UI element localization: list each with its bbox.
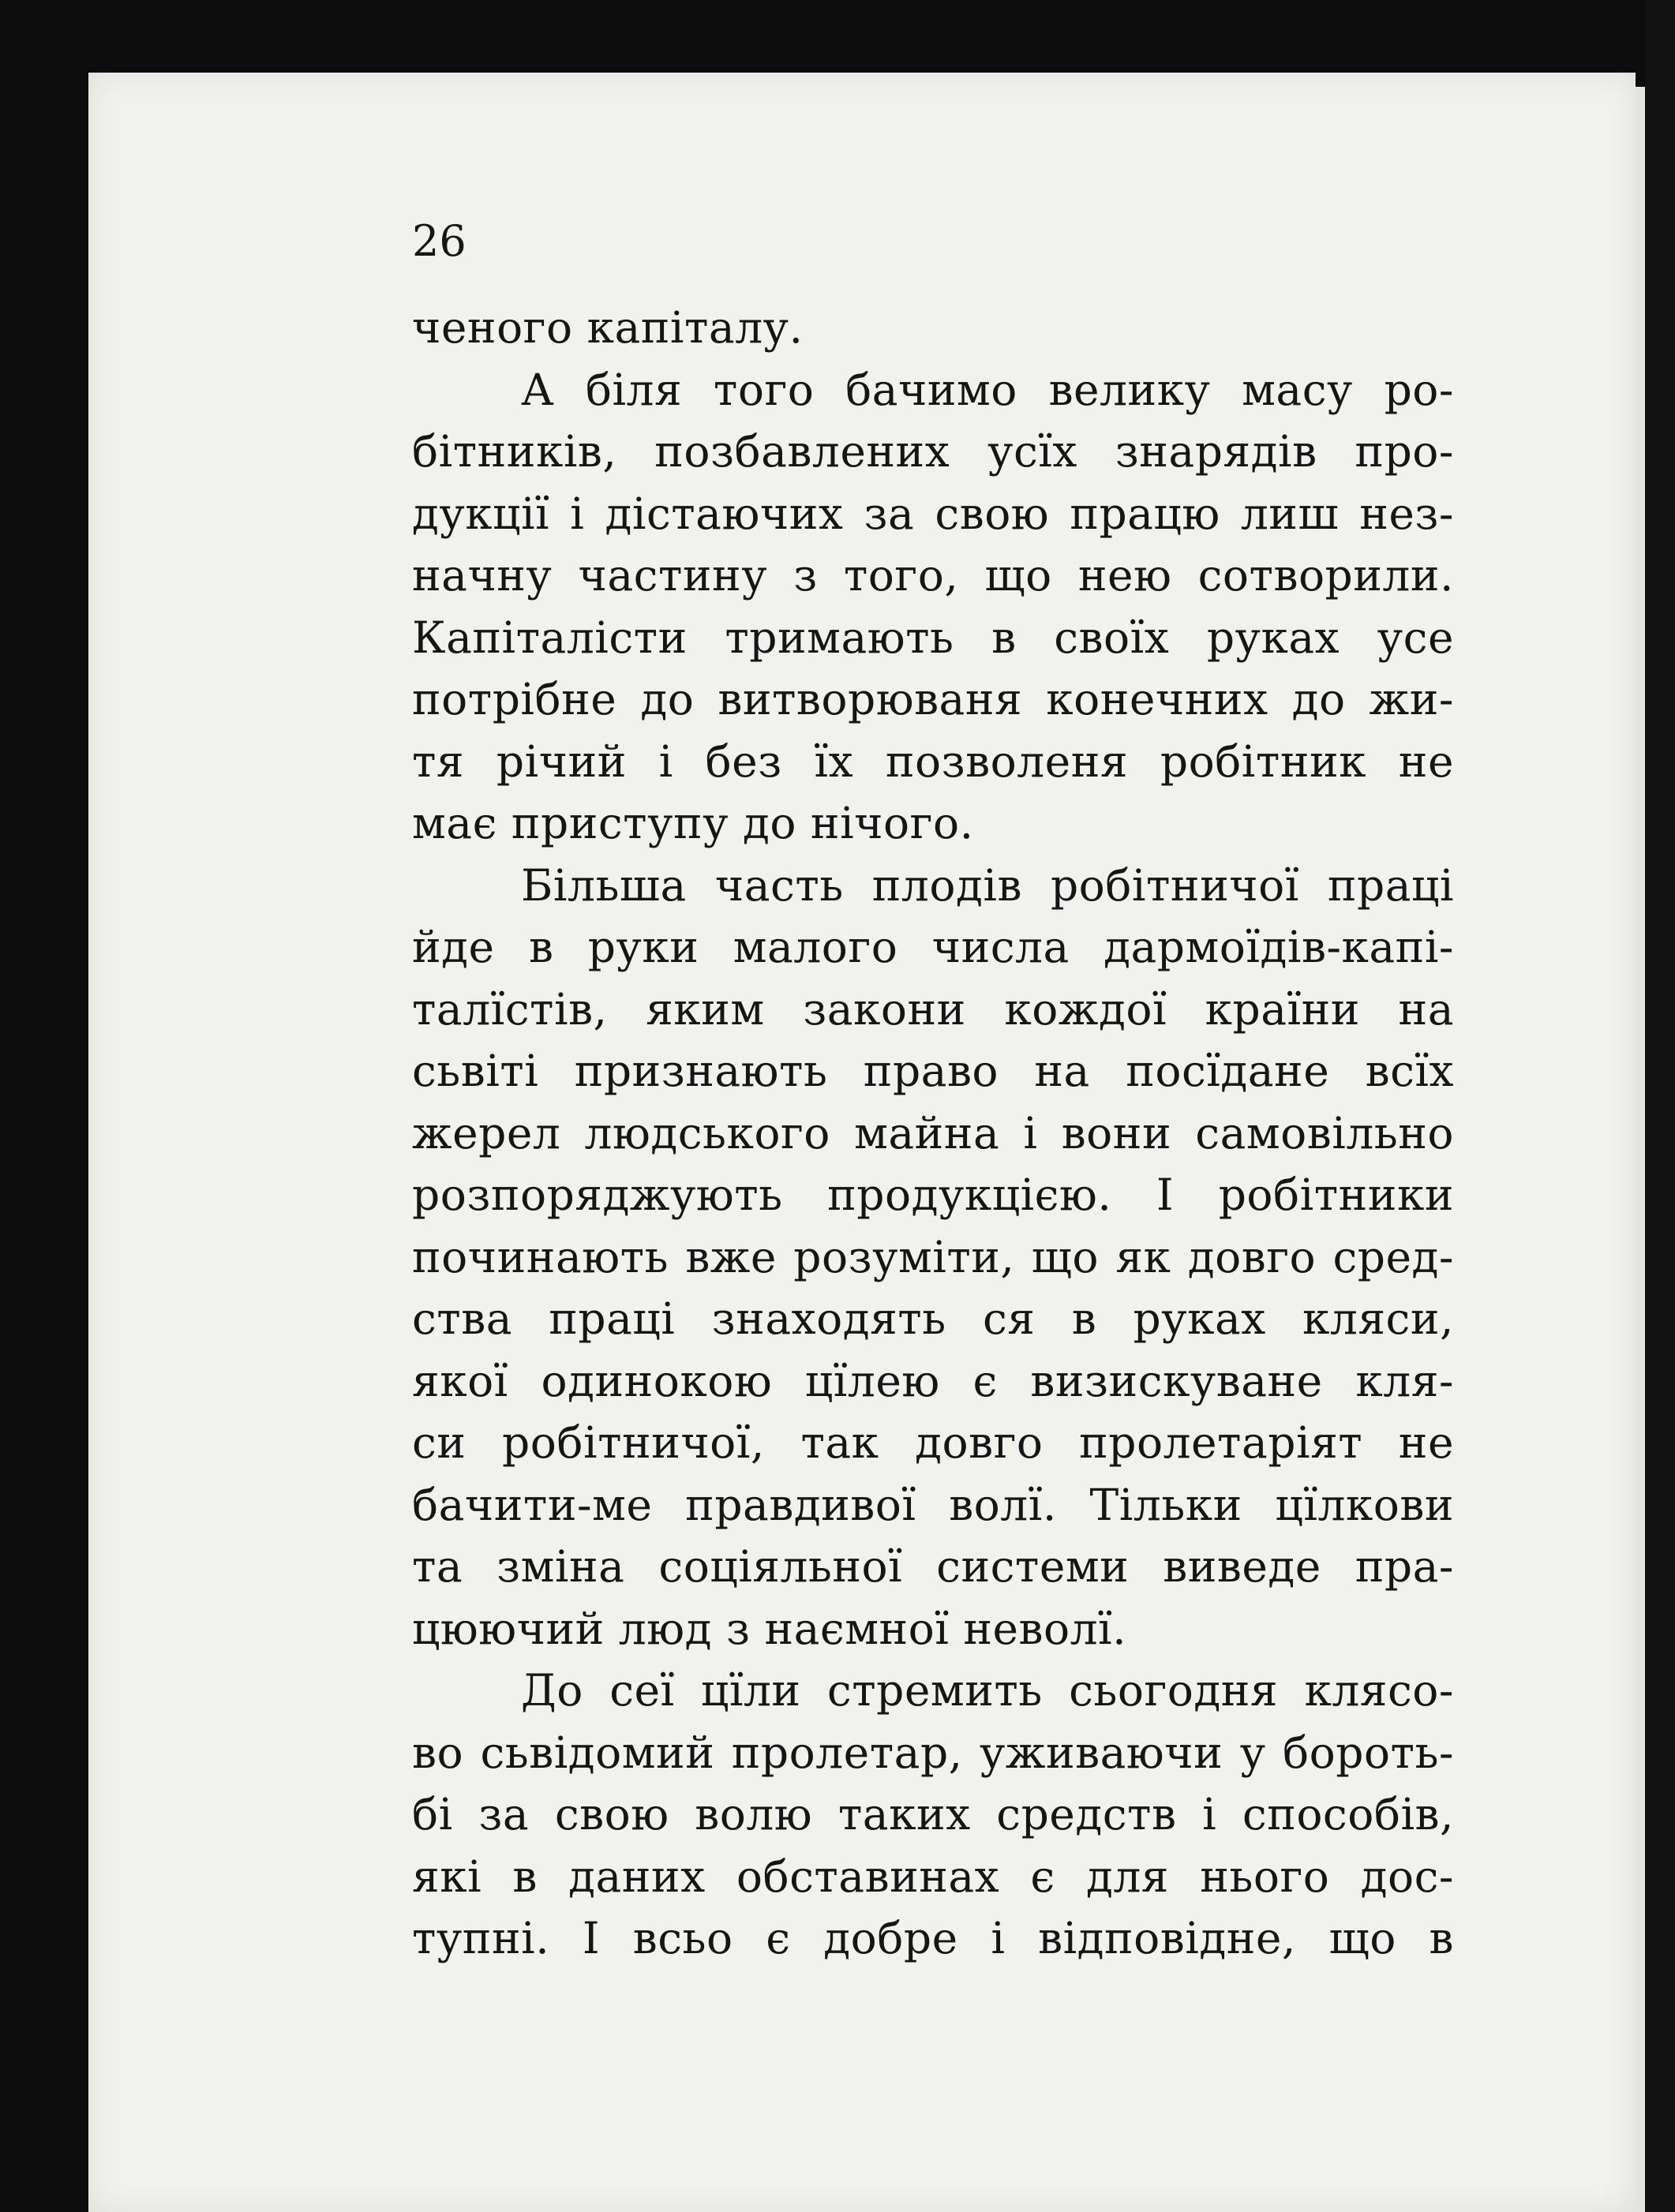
text-line: тупні. І всьо є добре і відповідне, що в: [412, 1913, 1454, 1963]
text-line: дукції і дістаючих за свою працю лиш нез-: [412, 488, 1454, 539]
page-edge: [1636, 87, 1645, 2212]
binding-shadow: [1645, 0, 1675, 2212]
text-line: талїстів, яким закони кождої країни на: [412, 983, 1454, 1035]
text-line: сьвіті признають право на посїдане всїх: [412, 1046, 1454, 1096]
text-line: А біля того бачимо велику масу ро-: [521, 364, 1454, 415]
text-line: розпоряджують продукцією. І робітники: [412, 1170, 1454, 1220]
text-line: потрібне до витворюваня конечних до жи-: [412, 674, 1454, 724]
text-line: має приступу до нічого.: [412, 798, 974, 848]
text-line: бітників, позбавлених усїх знарядів про-: [412, 426, 1454, 477]
text-line: бачити-ме правдивої волї. Тільки цїлкови: [412, 1479, 1454, 1530]
paragraph-3: [412, 855, 1454, 1660]
text-line: ченого капіталу.: [412, 302, 804, 353]
text-line: во сьвідомий пролетар, уживаючи у борoть-: [412, 1727, 1454, 1778]
text-line: та зміна соціяльної системи виведе пра-: [412, 1541, 1454, 1592]
text-line: які в даних обставинах є для нього дос-: [412, 1851, 1454, 1902]
text-line: Більша часть плодів робітничої праці: [521, 859, 1454, 911]
text-line: йде в руки малого числа дармоїдів-капі-: [412, 922, 1454, 972]
page-number: 26: [412, 216, 467, 266]
text-line: си робітничої, так довго пролетаріят не: [412, 1417, 1454, 1468]
paragraph-4: [412, 1660, 1454, 1970]
text-line: цюючий люд з наємної неволї.: [412, 1603, 1127, 1654]
text-line: начну частину з того, що нею сотворили.: [412, 550, 1454, 601]
paragraph-1: [412, 297, 1454, 359]
text-line: ства праці знаходять ся в руках кляси,: [412, 1293, 1454, 1344]
text-line: якої одинокою цїлею є визискуване кля-: [412, 1355, 1454, 1406]
text-line: бі за свою волю таких средств і способів,: [412, 1789, 1454, 1840]
text-line: жерел людського майна і вони самовільно: [412, 1107, 1454, 1158]
text-line: Капіталісти тримають в своїх руках усе: [412, 612, 1454, 663]
text-line: починають вже розуміти, що як довго сред-: [412, 1231, 1454, 1282]
paragraph-2: [412, 359, 1454, 855]
text-line: До сеї цїли стремить сьогодня клясо-: [521, 1665, 1454, 1716]
text-line: тя річий і без їх позволеня робітник не: [412, 735, 1454, 787]
page-content: [412, 218, 1454, 1970]
